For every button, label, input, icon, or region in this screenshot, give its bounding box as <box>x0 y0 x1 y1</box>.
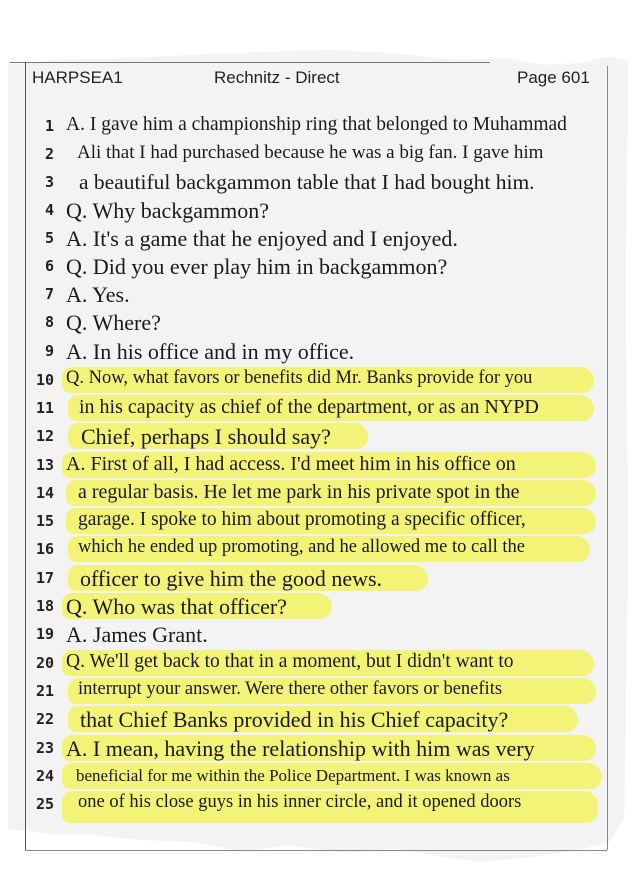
line-number: 14 <box>35 484 54 502</box>
transcript-line <box>0 140 640 168</box>
line-number: 2 <box>44 145 54 163</box>
line-text: beneficial for me within the Police Department. I was known as <box>76 766 510 785</box>
transcript-line-highlighted <box>0 366 640 394</box>
line-text: in his capacity as chief of the department, or as an NYPD <box>79 396 539 418</box>
line-number: 17 <box>35 569 54 587</box>
line-text: a regular basis. He let me park in his private spot in the <box>78 481 520 503</box>
transcript-line <box>0 337 640 365</box>
line-text: A. First of all, I had access. I'd meet him in his office on <box>66 453 516 475</box>
line-text: a beautiful backgammon table that I had bought him. <box>79 170 535 194</box>
transcript-line <box>0 196 640 224</box>
transcript-line-highlighted <box>0 734 640 762</box>
line-number: 9 <box>44 342 54 360</box>
line-number: 18 <box>35 597 54 615</box>
line-number: 4 <box>44 201 54 219</box>
line-number: 23 <box>35 739 54 757</box>
line-number: 20 <box>35 654 54 672</box>
line-number: 6 <box>44 257 54 275</box>
transcript-line-highlighted <box>0 762 640 790</box>
line-number: 19 <box>35 625 54 643</box>
transcript-line-highlighted <box>0 451 640 479</box>
case-code: HARPSEA1 <box>32 68 123 87</box>
line-text: interrupt your answer. Were there other favors or benefits <box>78 679 503 699</box>
line-number: 1 <box>44 117 54 135</box>
transcript-line-highlighted <box>0 705 640 733</box>
line-text: A. It's a game that he enjoyed and I enjoyed. <box>66 226 458 251</box>
line-text: A. Yes. <box>66 282 130 307</box>
transcript-line <box>0 168 640 196</box>
line-number: 24 <box>35 767 54 785</box>
line-text: Q. Who was that officer? <box>66 594 287 619</box>
line-number: 3 <box>44 173 54 191</box>
transcript-line <box>0 308 640 336</box>
line-text: Ali that I had purchased because he was a big fan. I gave him <box>77 142 544 163</box>
transcript-line-highlighted <box>0 649 640 677</box>
line-text: A. In his office and in my office. <box>66 339 355 364</box>
transcript-line <box>0 280 640 308</box>
line-text: Q. Now, what favors or benefits did Mr. Banks provide for you <box>66 368 533 388</box>
line-text: which he ended up promoting, and he allowed me to call the <box>78 537 525 557</box>
line-text: garage. I spoke to him about promoting a specific officer, <box>78 509 526 530</box>
line-number: 8 <box>44 313 54 331</box>
transcript-line-highlighted <box>0 422 640 450</box>
page-number: Page 601 <box>517 68 590 87</box>
line-text: Q. Did you ever play him in backgammon? <box>66 254 448 279</box>
transcript-line-highlighted <box>0 535 640 563</box>
line-text: A. I mean, having the relationship with him was very <box>66 736 535 761</box>
line-number: 22 <box>35 710 54 728</box>
transcript-line <box>0 224 640 252</box>
line-text: one of his close guys in his inner circle, and it opened doors <box>78 792 522 812</box>
line-number: 25 <box>35 795 54 813</box>
line-text: A. James Grant. <box>66 622 208 647</box>
transcript-line-highlighted <box>0 507 640 535</box>
page-bottom-rule <box>25 850 607 851</box>
line-text: Q. Where? <box>66 310 161 335</box>
line-text: that Chief Banks provided in his Chief capacity? <box>80 707 509 732</box>
line-text: Q. We'll get back to that in a moment, but I didn't want to <box>66 651 514 672</box>
line-text: A. I gave him a championship ring that belonged to Muhammad <box>66 114 567 135</box>
line-number: 7 <box>44 285 54 303</box>
transcript-line-highlighted <box>0 677 640 705</box>
line-text: Chief, perhaps I should say? <box>81 424 331 449</box>
transcript-line-highlighted <box>0 394 640 422</box>
line-number: 5 <box>44 229 54 247</box>
page-top-rule <box>10 62 490 63</box>
witness-title: Rechnitz - Direct <box>214 68 340 87</box>
transcript-line-highlighted <box>0 564 640 592</box>
transcript-line <box>0 112 640 140</box>
transcript-line-highlighted <box>0 479 640 507</box>
line-number: 13 <box>35 456 54 474</box>
line-number: 10 <box>35 371 54 389</box>
line-text: Q. Why backgammon? <box>66 198 270 223</box>
line-number: 21 <box>35 682 54 700</box>
line-number: 16 <box>35 540 54 558</box>
line-number: 11 <box>35 399 54 417</box>
transcript-line-highlighted <box>0 592 640 620</box>
line-text: officer to give him the good news. <box>80 566 383 591</box>
line-number: 12 <box>35 427 54 445</box>
transcript-line <box>0 620 640 648</box>
line-number: 15 <box>35 512 54 530</box>
transcript-line-highlighted <box>0 790 640 818</box>
transcript-line <box>0 252 640 280</box>
